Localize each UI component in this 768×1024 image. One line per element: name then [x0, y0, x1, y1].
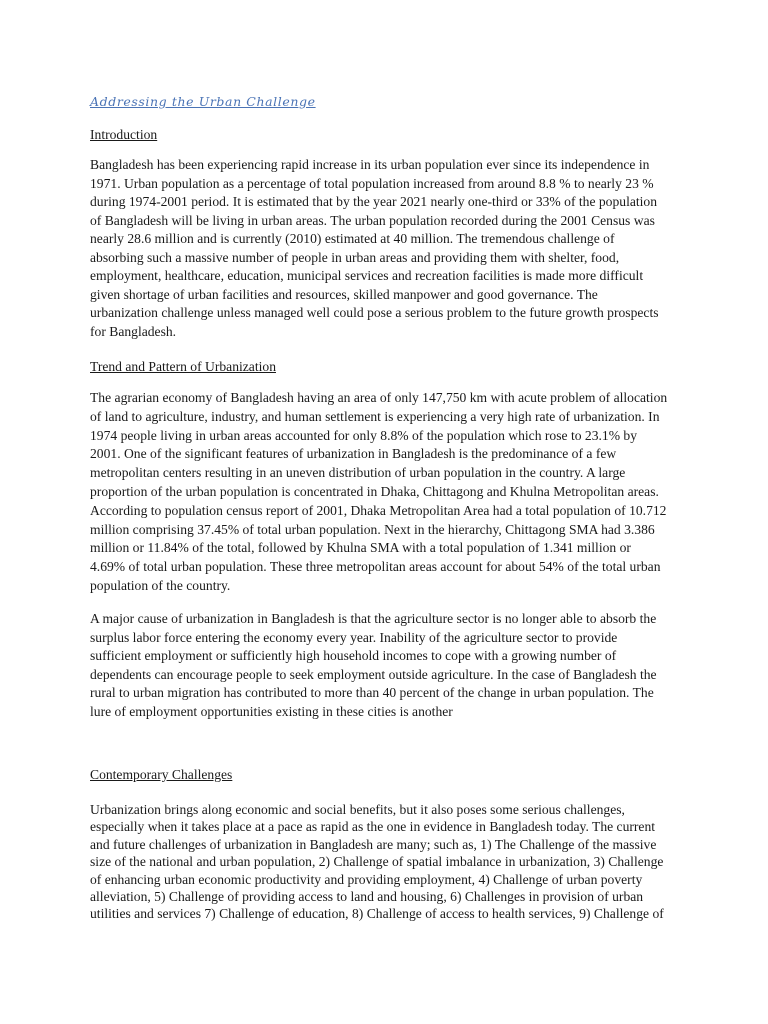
paragraph-line: utilities and services 7) Challenge of education, 8) Challenge of access to health services, 9) Challenge of	[90, 906, 664, 922]
paragraph-line: given shortage of urban facilities and resources, skilled manpower and good governance. The	[90, 286, 598, 302]
paragraph-line: alleviation, 5) Challenge of providing access to land and housing, 6) Challenges in provision of urban	[90, 889, 644, 905]
paragraph-line: surplus labor force entering the economy every year. Inability of the agriculture sector to provide	[90, 629, 618, 645]
paragraph-line: A major cause of urbanization in Bangladesh is that the agriculture sector is no longer able to absorb the	[90, 611, 657, 626]
paragraph-line: absorbing such a massive number of people in urban areas and providing them with shelter, food,	[90, 249, 620, 265]
paragraph-line: for Bangladesh.	[90, 323, 177, 339]
paragraph-line: of Bangladesh will be living in urban areas. The urban population recorded during the 2001 Census was	[90, 212, 655, 228]
paragraph-line: According to population census report of 2001, Dhaka Metropolitan Area had a total population of 10.712	[90, 502, 667, 518]
paragraph-trend-2	[90, 610, 680, 722]
paragraph-line: size of the national and urban population, 2) Challenge of spatial imbalance in urbanization, 3) Challenge	[90, 854, 664, 870]
paragraph-line: and future challenges of urbanization in Bangladesh are many; such as, 1) The Challenge of the massive	[90, 836, 657, 852]
section-heading-trend-and-pattern: Trend and Pattern of Urbanization	[90, 359, 276, 374]
document-title: Addressing the Urban Challenge	[90, 94, 316, 109]
paragraph-line: sufficient employment or sufficiently high household incomes to cope with a growing number of	[90, 648, 617, 664]
paragraph-line: especially when it takes place at a pace as rapid as the one in evidence in Bangladesh today. The current	[90, 819, 656, 835]
paragraph-line: dependents can encourage people to seek employment outside agriculture. In the case of Bangladesh the	[90, 666, 657, 682]
paragraph-line: million or 11.84% of the total, followed by Khulna SMA with a total population of 1.341 million or	[90, 540, 631, 556]
paragraph-line: nearly 28.6 million and is currently (2010) estimated at 40 million. The tremendous challenge of	[90, 231, 615, 246]
paragraph-line: The agrarian economy of Bangladesh having an area of only 147,750 km with acute problem of allocation	[90, 390, 668, 405]
paragraph-line: Urbanization brings along economic and social benefits, but it also poses some serious challenges,	[90, 802, 625, 817]
paragraph-line: population of the country.	[90, 577, 231, 593]
paragraph-trend-1	[90, 389, 680, 596]
section-heading-contemporary-challenges: Contemporary Challenges	[90, 767, 233, 782]
paragraph-line: rural to urban migration has contributed to more than 40 percent of the change in urban population. The	[90, 685, 654, 701]
paragraph-line: 1971. Urban population as a percentage of total population increased from around 8.8 % to nearly 23 %	[90, 175, 654, 191]
paragraph-line: metropolitan centers resulting in an uneven distribution of urban population in the country. A large	[90, 465, 626, 481]
paragraph-line: 2001. One of the significant features of urbanization in Bangladesh is the predominance of a few	[90, 446, 617, 462]
paragraph-line: 4.69% of total urban population. These three metropolitan areas account for about 54% of the total urban	[90, 559, 661, 575]
paragraph-line: employment, healthcare, education, municipal services and recreation facilities is made more difficult	[90, 268, 644, 283]
paragraph-line: of enhancing urban economic productivity and providing employment, 4) Challenge of urban poverty	[90, 871, 643, 887]
paragraph-line: urbanization challenge unless managed well could pose a serious problem to the future growth prospects	[90, 305, 659, 320]
paragraph-line: during 1974-2001 period. It is estimated that by the year 2021 nearly one-third or 33% of the population	[90, 194, 658, 209]
paragraph-challenges	[90, 801, 680, 923]
paragraph-line: of land to agriculture, industry, and human settlement is experiencing a very high rate of urbanization. In	[90, 408, 660, 424]
paragraph-line: proportion of the urban population is concentrated in Dhaka, Chittagong and Khulna Metropolitan areas.	[90, 483, 659, 499]
paragraph-line: million comprising 37.45% of total urban population. Next in the hierarchy, Chittagong SMA had 3.386	[90, 521, 655, 537]
paragraph-line: Bangladesh has been experiencing rapid increase in its urban population ever since its independence in	[90, 157, 650, 172]
section-heading-introduction: Introduction	[90, 127, 158, 142]
paragraph-introduction	[90, 156, 680, 341]
paragraph-line: 1974 people living in urban areas accounted for only 8.8% of the population which rose to 23.1% by	[90, 427, 638, 443]
paragraph-line: lure of employment opportunities existing in these cities is another	[90, 703, 453, 719]
